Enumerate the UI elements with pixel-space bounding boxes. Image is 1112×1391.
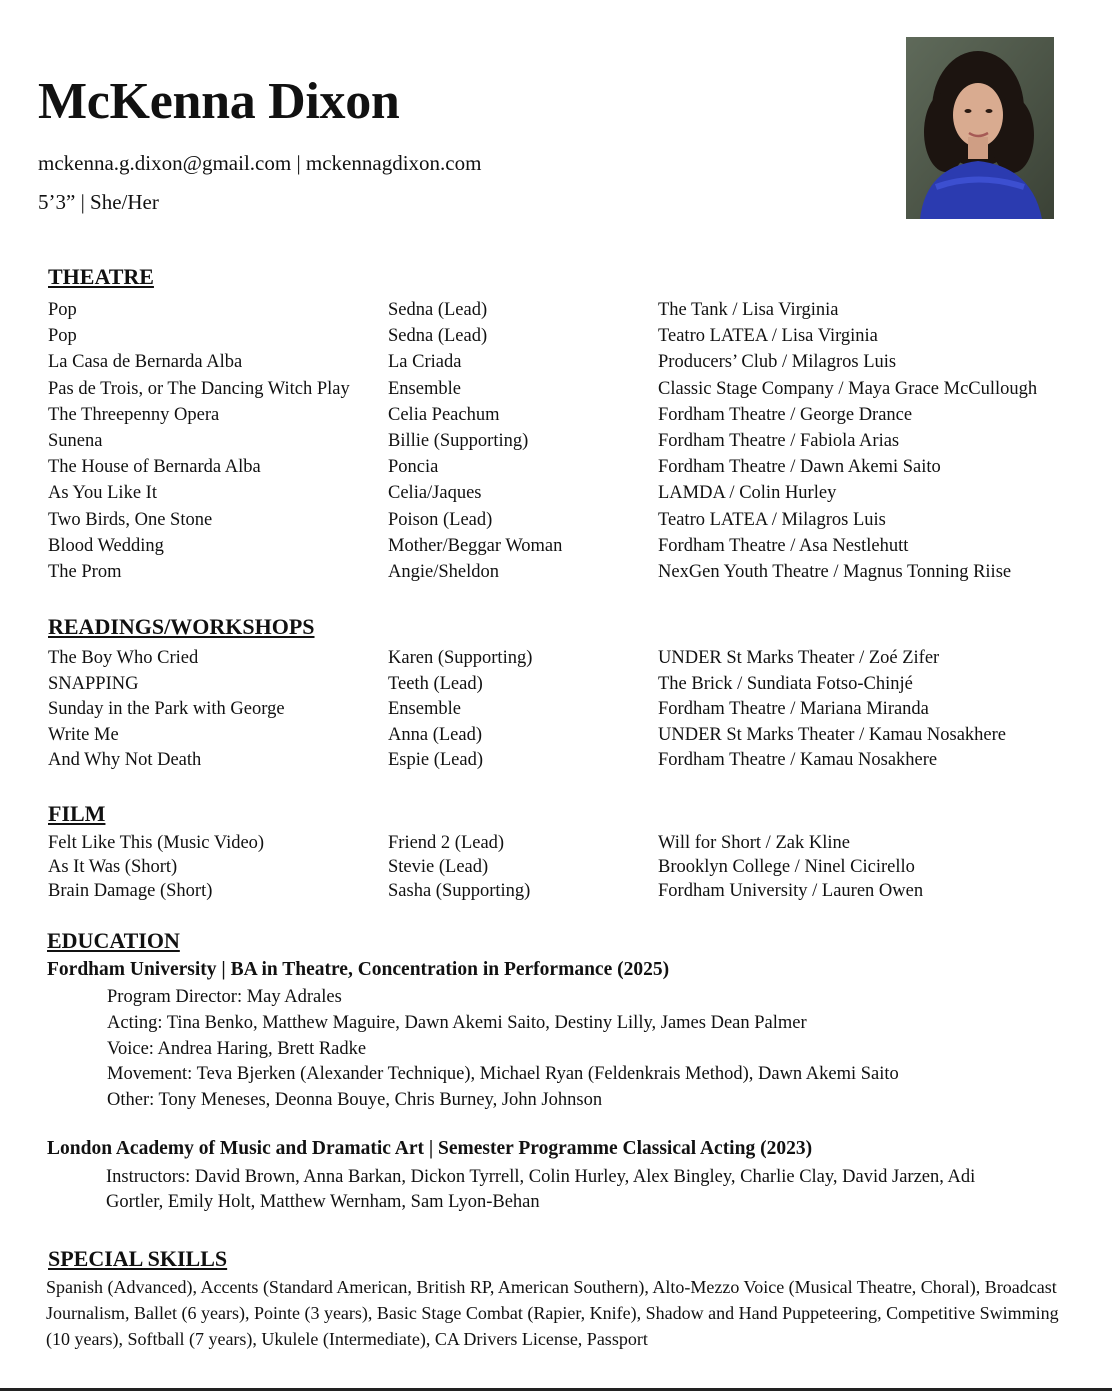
credit-title: Sunena (48, 430, 103, 451)
credit-role: Poncia (388, 457, 439, 478)
credit-role: La Criada (388, 352, 462, 373)
headshot-photo (906, 37, 1054, 219)
education-fordham-heading: Fordham University | BA in Theatre, Concentration in Performance (2025) (47, 959, 670, 980)
credit-title: As You Like It (48, 483, 157, 504)
credit-role: Stevie (Lead) (388, 857, 489, 877)
credit-venue-director: Fordham Theatre / George Drance (658, 404, 913, 425)
section-title-readings: READINGS/WORKSHOPS (48, 614, 315, 639)
credit-venue-director: LAMDA / Colin Hurley (658, 483, 837, 504)
credit-venue-director: Classic Stage Company / Maya Grace McCullough (658, 378, 1038, 399)
education-lamda-heading: London Academy of Music and Dramatic Art | Semester Programme Classical Acting (2023) (47, 1138, 813, 1159)
credit-venue-director: Fordham Theatre / Kamau Nosakhere (658, 750, 938, 771)
credit-title: As It Was (Short) (48, 857, 178, 877)
credit-venue-director: The Tank / Lisa Virginia (658, 300, 839, 320)
credit-role: Karen (Supporting) (388, 648, 533, 668)
education-fordham-line: Other: Tony Meneses, Deonna Bouye, Chris Burney, John Johnson (107, 1090, 603, 1110)
credit-role: Celia/Jaques (388, 483, 482, 504)
credit-role: Ensemble (388, 378, 461, 399)
credit-title: SNAPPING (48, 673, 139, 694)
education-fordham-line: Acting: Tina Benko, Matthew Maguire, Dawn Akemi Saito, Destiny Lilly, James Dean Palmer (107, 1013, 807, 1033)
credit-venue-director: Fordham Theatre / Fabiola Arias (658, 430, 900, 451)
education-fordham-line: Voice: Andrea Haring, Brett Radke (107, 1039, 367, 1059)
credit-title: The Boy Who Cried (48, 648, 199, 668)
credit-role: Ensemble (388, 699, 461, 720)
credit-role: Billie (Supporting) (388, 430, 529, 451)
credit-role: Anna (Lead) (388, 724, 482, 745)
credit-title: Two Birds, One Stone (48, 509, 213, 530)
credit-venue-director: Fordham Theatre / Dawn Akemi Saito (658, 457, 941, 478)
credit-role: Teeth (Lead) (388, 673, 483, 694)
credit-title: Felt Like This (Music Video) (48, 833, 265, 853)
credit-venue-director: UNDER St Marks Theater / Kamau Nosakhere (658, 724, 1006, 745)
credit-title: And Why Not Death (48, 750, 202, 771)
education-fordham-line: Movement: Teva Bjerken (Alexander Technique), Michael Ryan (Feldenkrais Method), Dawn Akemi Saito (107, 1064, 899, 1084)
credit-title: La Casa de Bernarda Alba (48, 352, 243, 373)
credit-role: Angie/Sheldon (388, 561, 499, 582)
credit-venue-director: Teatro LATEA / Milagros Luis (658, 509, 886, 530)
actor-name: McKenna Dixon (38, 73, 400, 130)
credit-venue-director: Fordham Theatre / Mariana Miranda (658, 699, 929, 720)
credit-title: Pop (48, 300, 77, 320)
education-lamda-line: Instructors: David Brown, Anna Barkan, Dickon Tyrrell, Colin Hurley, Alex Bingley, Charlie Clay, David Jarzen, Adi (106, 1167, 976, 1187)
credit-role: Sasha (Supporting) (388, 881, 531, 901)
credit-role: Poison (Lead) (388, 509, 493, 530)
credit-venue-director: Fordham University / Lauren Owen (658, 881, 924, 901)
credit-title: The Threepenny Opera (48, 404, 220, 425)
special-skills-text: Spanish (Advanced), Accents (Standard American, British RP, American Southern), Alto-Mezzo Voice (Musical Theatre, Choral), Broadcast Journalism, Ballet (6 years), Pointe (3 years), Basic Stage Combat (Rapier, Knife), Shadow and Hand Puppeteering, Competitive Swimming (10 years), Softball (7 years), Ukulele (Intermediate), CA Drivers License, Passport (46, 1277, 1059, 1349)
section-title-special-skills: SPECIAL SKILLS (48, 1246, 228, 1271)
credit-venue-director: Teatro LATEA / Lisa Virginia (658, 326, 878, 347)
credit-role: Celia Peachum (388, 404, 500, 425)
credit-role: Sedna (Lead) (388, 300, 488, 320)
credit-venue-director: Producers’ Club / Milagros Luis (658, 352, 897, 373)
credit-role: Espie (Lead) (388, 750, 484, 771)
education-lamda-line: Gortler, Emily Holt, Matthew Wernham, Sam Lyon-Behan (106, 1192, 540, 1212)
section-title-film: FILM (48, 801, 106, 826)
credit-venue-director: UNDER St Marks Theater / Zoé Zifer (658, 648, 940, 668)
credit-title: Brain Damage (Short) (48, 881, 213, 901)
credit-venue-director: Fordham Theatre / Asa Nestlehutt (658, 535, 909, 556)
education-fordham-line: Program Director: May Adrales (107, 987, 342, 1007)
credit-venue-director: Will for Short / Zak Kline (658, 833, 850, 853)
credit-title: The Prom (48, 561, 122, 582)
credit-title: Sunday in the Park with George (48, 699, 285, 720)
credit-title: The House of Bernarda Alba (48, 457, 261, 478)
height-pronouns: 5’3” | She/Her (38, 190, 159, 214)
credit-role: Mother/Beggar Woman (388, 535, 563, 556)
section-title-theatre: THEATRE (48, 264, 154, 289)
credit-venue-director: Brooklyn College / Ninel Cicirello (658, 857, 915, 877)
credit-role: Sedna (Lead) (388, 326, 488, 347)
credit-title: Blood Wedding (48, 535, 164, 556)
contact-info: mckenna.g.dixon@gmail.com | mckennagdixon.com (38, 151, 482, 175)
section-title-education: EDUCATION (47, 928, 180, 953)
credit-title: Write Me (48, 724, 119, 745)
credit-venue-director: NexGen Youth Theatre / Magnus Tonning Riise (658, 561, 1012, 582)
credit-role: Friend 2 (Lead) (388, 833, 505, 853)
credit-title: Pop (48, 326, 77, 347)
credit-title: Pas de Trois, or The Dancing Witch Play (48, 378, 350, 399)
credit-venue-director: The Brick / Sundiata Fotso-Chinjé (658, 673, 913, 694)
